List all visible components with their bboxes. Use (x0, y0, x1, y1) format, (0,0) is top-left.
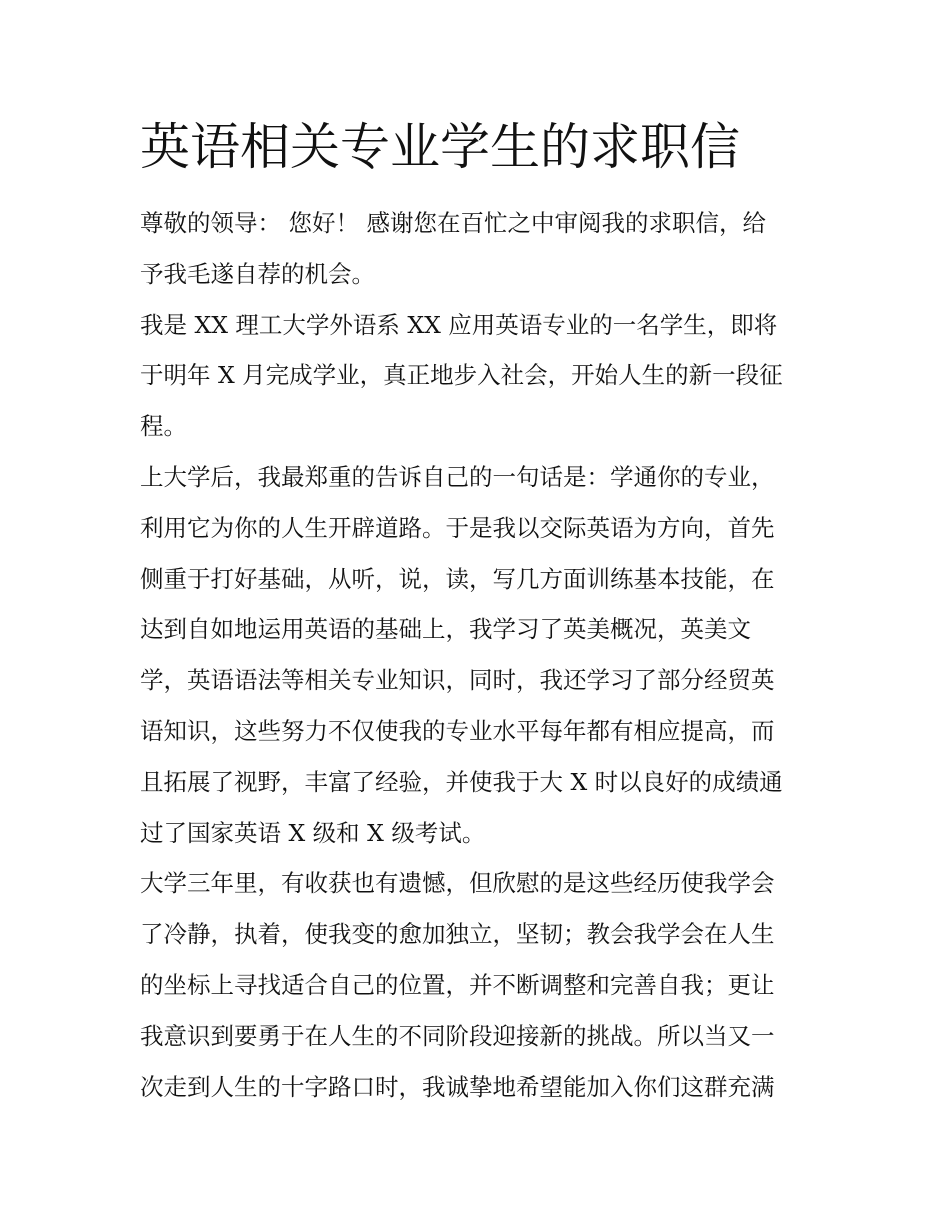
text-line: 予我毛遂自荐的机会。 (140, 259, 375, 288)
text-line: 过了国家英语 X 级和 X 级考试。 (140, 818, 486, 847)
letter-body (140, 198, 812, 1112)
text-line: 学，英语语法等相关专业知识，同时，我还学习了部分经贸英 (140, 666, 775, 695)
text-line: 语知识，这些努力不仅使我的专业水平每年都有相应提高，而 (140, 716, 775, 745)
text-line: 我是 XX 理工大学外语系 XX 应用英语专业的一名学生，即将 (140, 310, 778, 339)
page-title: 英语相关专业学生的求职信 (140, 118, 740, 176)
text-line: 次走到人生的十字路口时，我诚挚地希望能加入你们这群充满 (140, 1072, 775, 1101)
text-line: 且拓展了视野，丰富了经验，并使我于大 X 时以良好的成绩通 (140, 767, 783, 796)
text-line: 的坐标上寻找适合自己的位置，并不断调整和完善自我；更让 (140, 970, 775, 999)
text-line: 于明年 X 月完成学业，真正地步入社会，开始人生的新一段征 (140, 361, 783, 390)
text-line: 上大学后，我最郑重的告诉自己的一句话是：学通你的专业， (140, 462, 775, 491)
text-line: 尊敬的领导： 您好！ 感谢您在百忙之中审阅我的求职信，给 (140, 209, 766, 237)
text-line: 我意识到要勇于在人生的不同阶段迎接新的挑战。所以当又一 (140, 1021, 775, 1050)
text-line: 了冷静，执着，使我变的愈加独立，坚韧；教会我学会在人生 (140, 920, 775, 949)
text-line: 程。 (140, 412, 187, 441)
text-line: 利用它为你的人生开辟道路。于是我以交际英语为方向，首先 (140, 513, 775, 542)
text-line: 大学三年里，有收获也有遗憾，但欣慰的是这些经历使我学会 (140, 869, 775, 898)
text-line: 侧重于打好基础，从听，说，读，写几方面训练基本技能，在 (140, 564, 775, 593)
text-line: 达到自如地运用英语的基础上，我学习了英美概况，英美文 (140, 615, 751, 644)
